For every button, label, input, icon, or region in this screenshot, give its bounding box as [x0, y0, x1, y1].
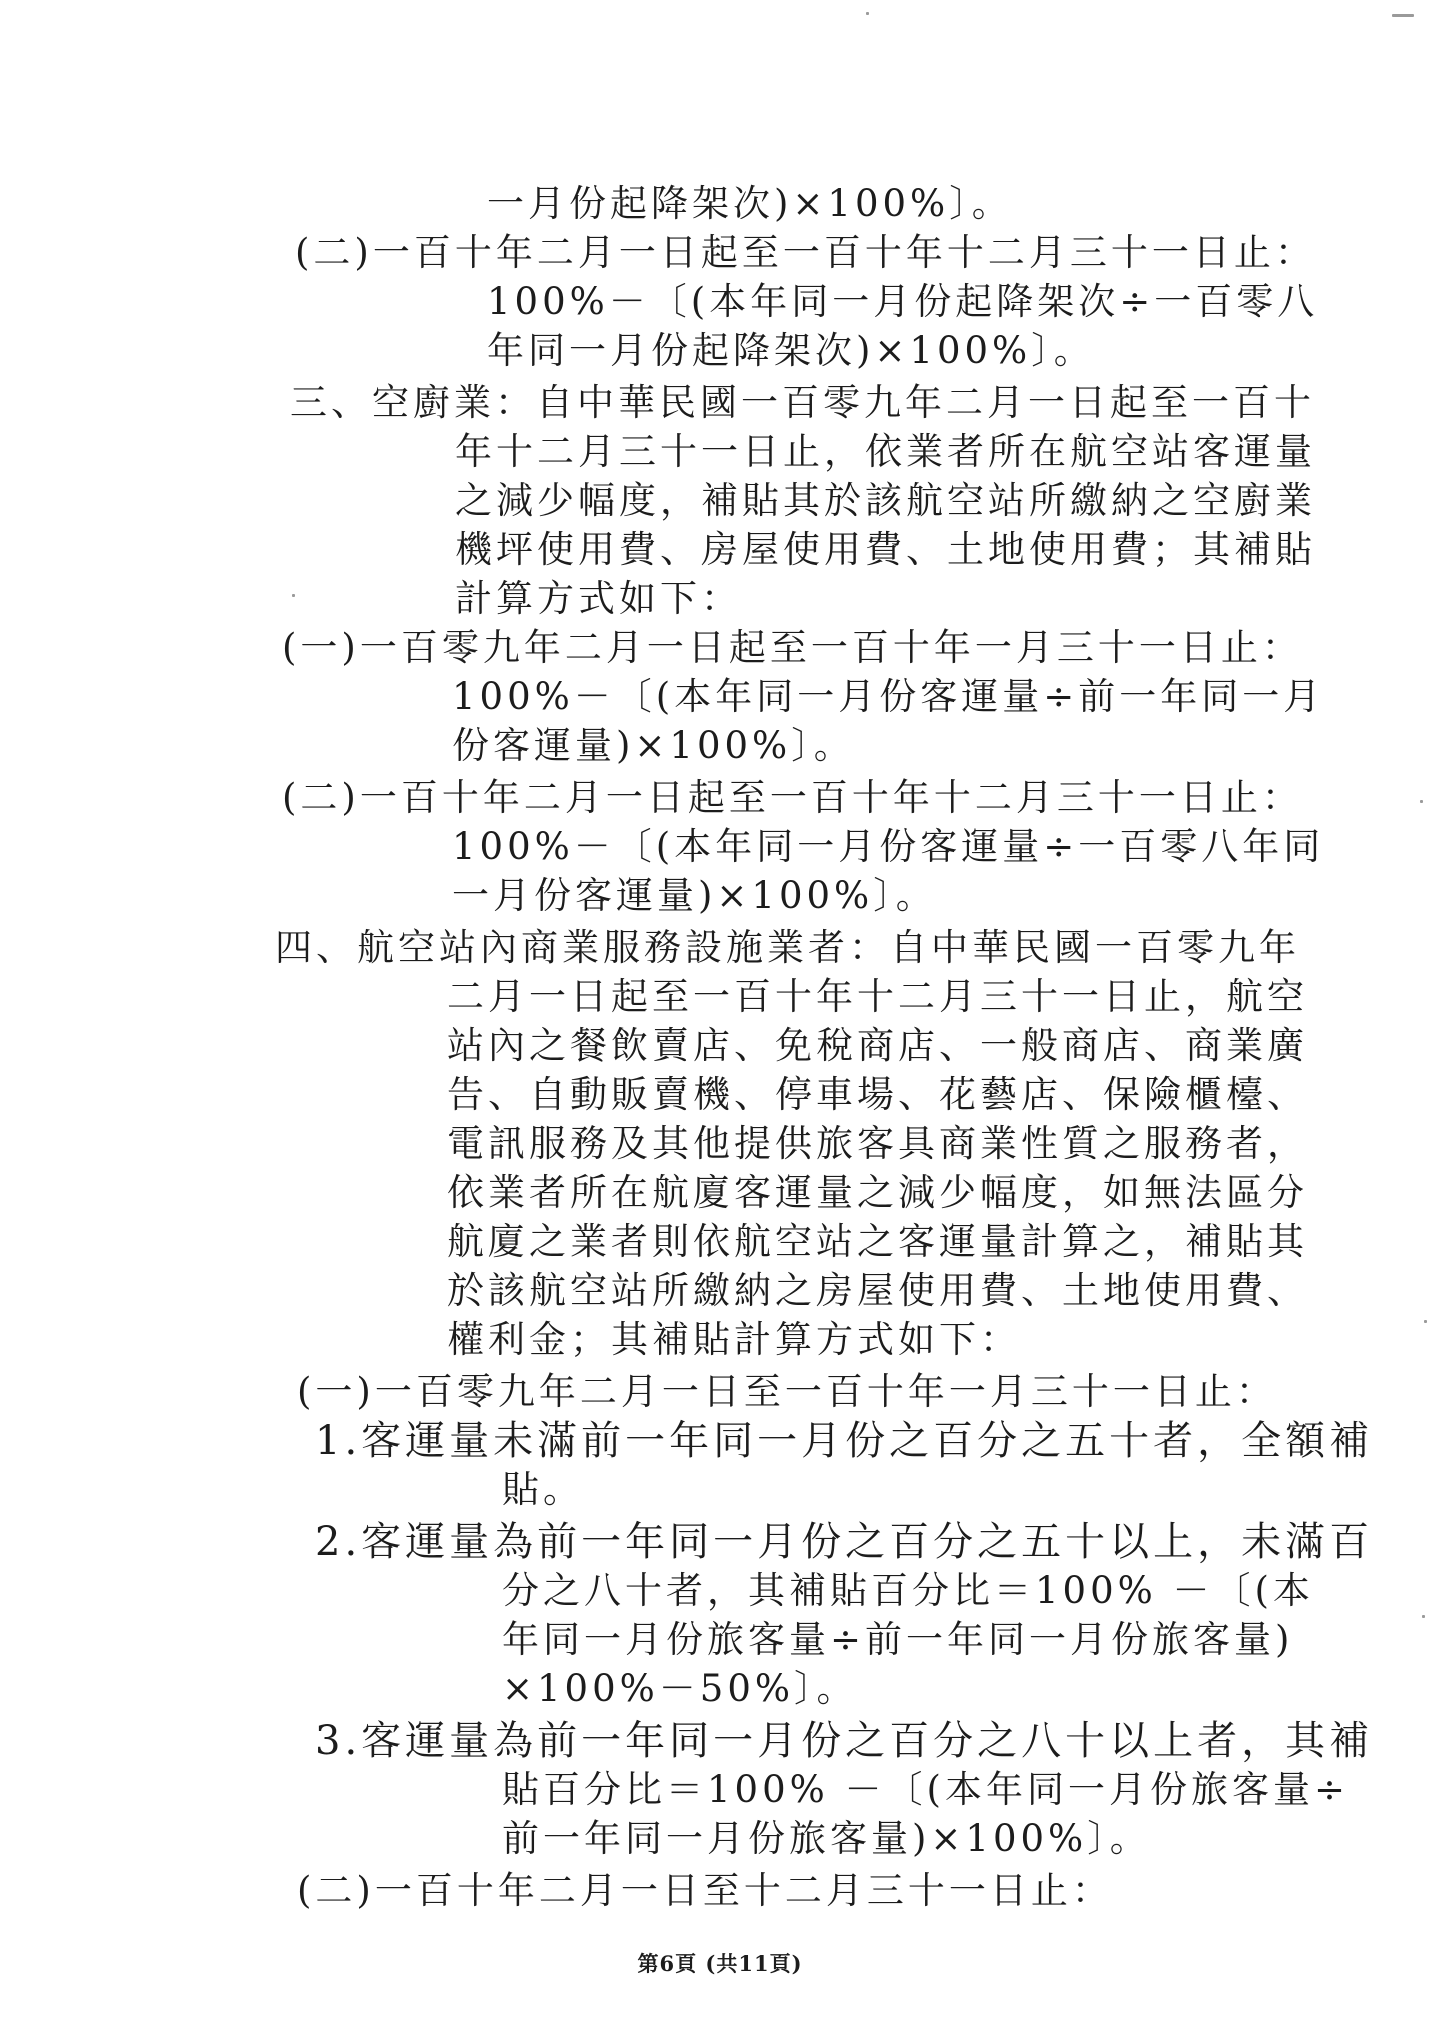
text-line: 一月份客運量)×100%〕。	[452, 874, 937, 917]
text-line: 二月一日起至一百十年十二月三十一日止，航空	[447, 975, 1308, 1018]
scan-speck	[1424, 1320, 1427, 1323]
text-line: 告、自動販賣機、停車場、花藝店、保險櫃檯、	[447, 1073, 1308, 1116]
text-line: 貼。	[502, 1468, 584, 1511]
text-line: (二)一百十年二月一日起至一百十年十二月三十一日止：	[282, 776, 1303, 819]
text-line: 年十二月三十一日止，依業者所在航空站客運量	[455, 430, 1316, 473]
scan-speck	[1392, 14, 1414, 17]
text-line: 電訊服務及其他提供旅客具商業性質之服務者，	[447, 1122, 1308, 1165]
text-line: (二)一百十年二月一日起至一百十年十二月三十一日止：	[295, 231, 1316, 274]
scan-speck	[1420, 800, 1423, 803]
text-line: 3.客運量為前一年同一月份之百分之八十以上者，其補	[315, 1718, 1374, 1764]
text-line: 年同一月份起降架次)×100%〕。	[487, 329, 1095, 372]
text-line: 依業者所在航廈客運量之減少幅度，如無法區分	[447, 1171, 1308, 1214]
text-line: 100%－〔(本年同一月份客運量÷前一年同一月	[452, 675, 1325, 718]
text-line: 年同一月份旅客量÷前一年同一月份旅客量)	[502, 1618, 1294, 1661]
text-line: 份客運量)×100%〕。	[452, 724, 855, 767]
text-line: 航廈之業者則依航空站之客運量計算之，補貼其	[447, 1220, 1308, 1263]
text-line: 2.客運量為前一年同一月份之百分之五十以上，未滿百	[315, 1519, 1374, 1565]
page-number-footer: 第6頁 (共11頁)	[637, 1951, 803, 1976]
scan-speck	[292, 594, 295, 597]
text-line: (一)一百零九年二月一日至一百十年一月三十一日止：	[297, 1370, 1277, 1413]
text-line: 計算方式如下：	[455, 577, 742, 620]
text-line: 前一年同一月份旅客量)×100%〕。	[502, 1817, 1151, 1860]
scan-speck	[866, 12, 869, 15]
text-line: 權利金；其補貼計算方式如下：	[447, 1318, 1021, 1361]
text-line: 機坪使用費、房屋使用費、土地使用費；其補貼	[455, 528, 1316, 571]
section-heading-3: 三、空廚業：自中華民國一百零九年二月一日起至一百十	[290, 381, 1315, 424]
text-line: 100%－〔(本年同一月份起降架次÷一百零八	[487, 280, 1319, 323]
section-heading-4: 四、航空站內商業服務設施業者：自中華民國一百零九年	[275, 926, 1300, 969]
scan-speck	[1422, 1615, 1425, 1618]
text-line: 貼百分比＝100% －〔(本年同一月份旅客量÷	[502, 1768, 1349, 1811]
text-line: 之減少幅度，補貼其於該航空站所繳納之空廚業	[455, 479, 1316, 522]
text-line: (一)一百零九年二月一日起至一百十年一月三十一日止：	[282, 626, 1303, 669]
text-line: 1.客運量未滿前一年同一月份之百分之五十者，全額補	[315, 1418, 1374, 1464]
text-line: ×100%－50%〕。	[502, 1667, 858, 1710]
text-line: (二)一百十年二月一日至十二月三十一日止：	[297, 1869, 1113, 1912]
text-line: 分之八十者，其補貼百分比＝100% －〔(本	[502, 1569, 1314, 1612]
text-line: 於該航空站所繳納之房屋使用費、土地使用費、	[447, 1269, 1308, 1312]
text-line: 100%－〔(本年同一月份客運量÷一百零八年同	[452, 825, 1325, 868]
text-line: 站內之餐飲賣店、免稅商店、一般商店、商業廣	[447, 1024, 1308, 1067]
text-line: 一月份起降架次)×100%〕。	[487, 182, 1013, 225]
